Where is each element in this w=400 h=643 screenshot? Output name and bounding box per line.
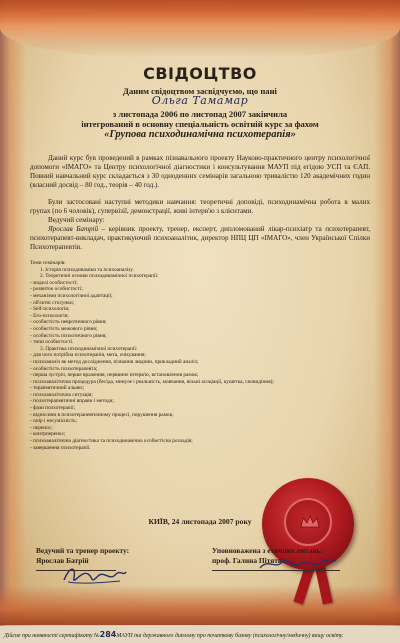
leader-paragraph — [30, 225, 370, 252]
left-handwritten-signature — [60, 562, 130, 590]
topic-item: 3. Практика психодинамічної психотерапії: — [40, 345, 138, 352]
right-handwritten-signature — [258, 552, 338, 576]
topics-heading: Теми семінарів: — [30, 260, 66, 266]
topic-item: - типи особистості. — [30, 339, 74, 346]
topic-item: - Self-психологія; — [30, 306, 70, 313]
right-signature-name: проф. Галина Пітятка — [212, 556, 286, 565]
right-signature-title: Уповноважена з етичних питань: — [212, 546, 324, 555]
topic-item: - терапевтичний альянс; — [30, 385, 85, 392]
topic-item: - об'єктні стосунки; — [30, 299, 75, 306]
left-signature-title: Ведучий та тренер проекту: — [36, 546, 130, 555]
topic-item: - особистість психотерапевта; — [30, 365, 98, 372]
issue-date: КИЇВ, 24 листопада 2007 року — [148, 517, 252, 526]
topic-item: - перенос; — [30, 424, 53, 431]
topic-item: - психоаналіз як метод дослідження, пізнання людини, прикладний аналіз; — [30, 358, 199, 365]
topic-item: - психоаналітична діагностика та психодинамічна особистісна розладів; — [30, 438, 193, 445]
leader-description: – керівник проекту, тренер, експерт, дипломований лікар-психіатр та психотерапевт, психотерапевт-викладач, практикуючий психоаналітик, директор НПЦ ЦП «ІМАГО», член Української Спілки Психотерапевтів. — [30, 225, 371, 251]
seal-center — [284, 498, 332, 546]
intro-line: Даним свідоцтвом засвідчуємо, що пані — [123, 86, 277, 96]
topic-item: 1. Історія психодинаміки та психоаналізу. — [40, 266, 134, 273]
recipient-name-line — [0, 96, 400, 106]
topic-item: - контрперенос; — [30, 431, 66, 438]
left-signature-line — [36, 570, 116, 571]
certificate-number: 284 — [99, 630, 117, 639]
topic-item: - психоаналітична процедура (бесіда, минуле і реальність, мовчання, вільні асоціації, кушетка, сновидіння); — [30, 378, 274, 385]
footer-prefix: Дійсне при наявності сертифікату № — [4, 633, 100, 639]
topic-item: - особистість невротичного рівня; — [30, 319, 107, 326]
topic-item: - для чого потрібна психотерапія, мета, очікування; — [30, 352, 146, 359]
topic-item: - механізми психологічної адаптації; — [30, 292, 113, 299]
right-signature-line — [212, 570, 340, 571]
certificate-footer — [0, 626, 400, 643]
paragraph-methods: Були застосовані наступні методики навчання: теоретичні доповіді, психодинамічна робота в малих групах (по 6 чоловік), супервізії, демонстрації, живі інтерв'ю з клієнтами. — [30, 198, 370, 215]
topic-item: - розвиток особистості; — [30, 286, 83, 293]
topic-item: - моделі особистості; — [30, 279, 78, 286]
footer-suffix: МАУП та державного диплому про початкову базову (психологічну/медичну) вищу освіту. — [116, 633, 344, 639]
topic-item: 2. Теоретичні основи психодинамічної психотерапії: — [40, 273, 159, 280]
topic-item: - психотерапевтичні вправи і методи; — [30, 398, 114, 405]
crown-icon — [300, 515, 320, 529]
period-line: з листопада 2006 по листопад 2007 закінчила — [112, 109, 288, 119]
topic-item: - відносини в психотерапевтичному процесі, порушення рамок; — [30, 411, 174, 418]
topic-item: - Его-психологія; — [30, 312, 69, 319]
topic-item: - перша зустріч, перше враження, первинне інтерв'ю, встановлення рамок; — [30, 372, 199, 379]
paragraph-project: Даний курс був проведений в рамках пізнавального проекту Науково-практичного центру психологічної допомоги «ІМАГО» та Центру психологічної діагностики і консультування МАУП під егідою УСП та ЄАП. Повний навчальний курс складається з 30 одноденних семінарів загальною тривалістю 120 академічних годин (власний досвід – 80 год., теорія – 40 год.). — [30, 154, 370, 189]
integrated-line: інтегрований в основну спеціальність освітній курс за фахом — [81, 119, 319, 129]
left-signature-name: Ярослав Батрій — [36, 556, 89, 565]
seminar-topics — [30, 260, 370, 451]
topic-item: - особистість межового рівня; — [30, 325, 98, 332]
leader-heading: Ведучий семінару: — [48, 216, 105, 224]
topic-item: - опір і несумісність; — [30, 418, 78, 425]
certificate-title: СВІДОЦТВО — [143, 64, 257, 83]
topic-item: - завершення психотерапії. — [30, 444, 91, 451]
topic-item: - особистість психотичного рівня; — [30, 332, 107, 339]
topic-item: - фази психотерапії; — [30, 405, 76, 412]
leader-name: Ярослав Батрій — [48, 225, 99, 233]
recipient-name: Ольга Тамамар — [151, 94, 249, 107]
course-name: «Групова психодинамічна психотерапія» — [104, 129, 296, 140]
topic-item: - психоаналітична ситуація; — [30, 391, 93, 398]
